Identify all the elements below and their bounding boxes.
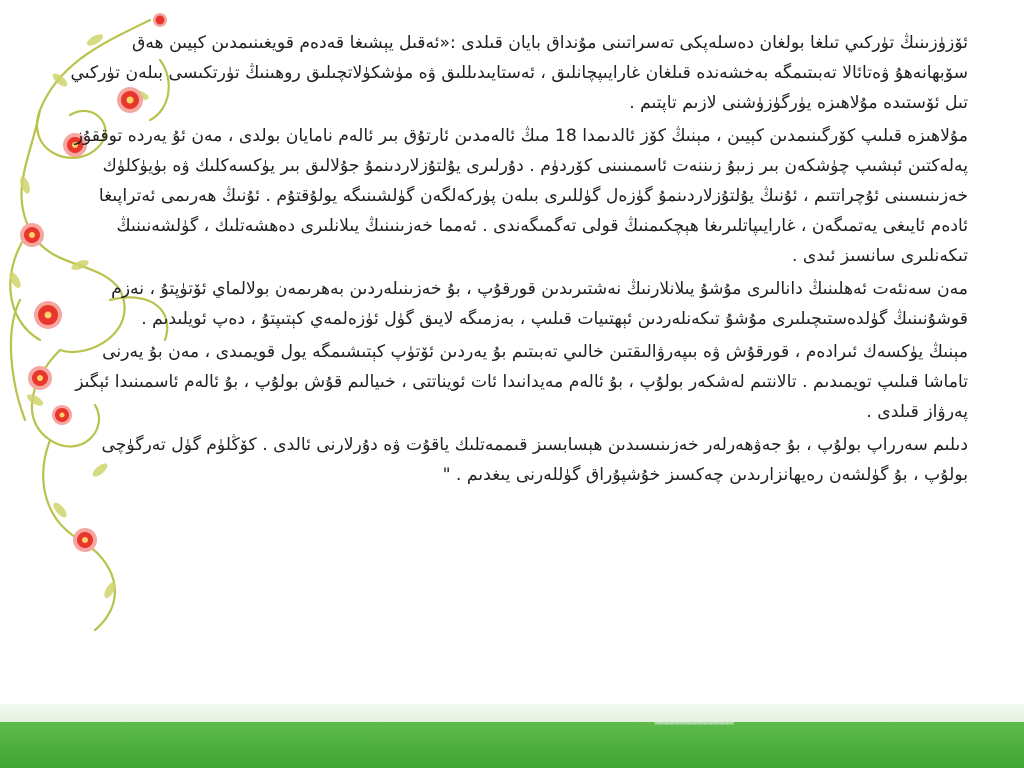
- paragraph-2: مۇلاھىزە قىلىپ كۆرگىنىمدىن كېيىن ، مېنىڭ كۆز ئالدىمدا 18 مىڭ ئالەمدىن ئارتۇق بىر ئالەم نامايان بولدى ، مەن ئۇ يەردە توققۇز پەلەكتىن ئېشىپ چۈشكەن بىر زىبۇ زىننەت ئاسمىنىنى كۆردۈم . دۇرلىرى يۇلتۇزلاردىنمۇ جۇلالىق بىر يۈكسەكلىك ۋە بۈيۈكلۈك خەزىنىسىنى ئۇچراتتىم ، ئۇنىڭ يۇلتۇزلاردىنمۇ گۈزەل گۈللىرى بىلەن پۈركەلگەن گۈلشىنىگە يولۇقتۇم . ئۇنىڭ ھەرىمى ئەتراپىغا ئادەم ئايىغى يەتمىگەن ، غارايىپاتلىرىغا ھېچكىمنىڭ قولى تەگمىگەندى . ئەمما خەزىنىنىڭ يىلانلىرى دەھشەتلىك ، گۈلشەنىنىڭ تىكەنلىرى سانسىز ئىدى .: [74, 126, 968, 266]
- paragraph-5: دىلىم سەرراپ بولۇپ ، بۇ جەۋھەرلەر خەزىنىسىدىن ھېسابسىز قىممەتلىك ياقۇت ۋە دۇرلارنى ئالدى . كۆڭلۈم گۈل تەرگۈچى بولۇپ ، بۇ گۈلشەن رەيھانزارىدىن چەكسىز خۇشپۇراق گۈللەرنى يىغدىم . ": [101, 435, 968, 485]
- paragraph-3: مەن سەنئەت ئەھلىنىڭ دانالىرى مۇشۇ يىلانلارنىڭ نەشتىرىدىن قورقۇپ ، بۇ خەزىنىلەردىن بەھرىمەن بولالماي ئۆتۈپتۇ ، نەزم قوشۇنىنىڭ گۈلدەستىچىلىرى مۇشۇ تىكەنلەردىن ئېھتىيات قىلىپ ، بەزمىگە لايىق گۈل ئۈزەلمەي كېتىپتۇ ، دەپ ئويلىدىم .: [111, 279, 968, 329]
- paragraph-1: ئۆزۈزىنىڭ تۈركىي تىلغا بولغان دەسلەپكى تەسراتىنى مۇنداق بايان قىلدى :«ئەقىل يېشىغا قەدەم قويغىنىمدىن كېيىن ھەق سۆبھانەھۇ ۋەتائالا تەبىتىمگە بەخشەندە قىلغان غارايىپچانلىق ، ئەستايىدىللىق ۋە مۈشكۈلاتچىلىق روھىنىڭ تۈرتكىسى بىلەن تۈركىي تىل ئۆستىدە مۇلاھىزە يۈرگۈزۈشنى لازىم تاپتىم .: [70, 33, 968, 113]
- watermark: ــــــــــــــ: [655, 708, 733, 729]
- paragraph-4: مېنىڭ يۈكسەك ئىرادەم ، قورقۇش ۋە بىپەرۋالىقتىن خالىي تەبىتىم بۇ يەردىن ئۆتۈپ كېتىشىمگە يول قويمىدى ، مەن بۇ يەرنى تاماشا قىلىپ تويمىدىم . تالانتىم لەشكەر بولۇپ ، بۇ ئالەم مەيدانىدا ئات ئويناتتى ، خىيالىم قۇش بولۇپ ، بۇ ئالەم ئاسمىنىدا ئېگىز پەرۋاز قىلدى .: [75, 342, 968, 422]
- document-body: [62, 28, 968, 493]
